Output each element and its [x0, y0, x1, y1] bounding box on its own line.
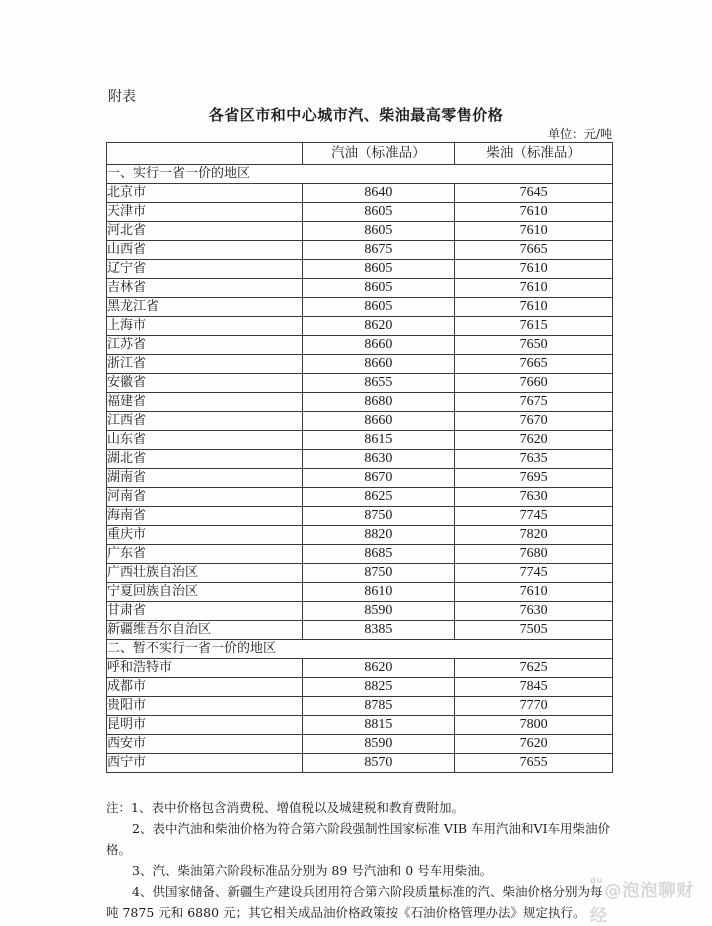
region-cell: 新疆维吾尔自治区 — [107, 621, 303, 640]
region-cell: 海南省 — [107, 507, 303, 526]
region-cell: 辽宁省 — [107, 260, 303, 279]
table-row — [107, 336, 613, 355]
region-cell: 广西壮族自治区 — [107, 564, 303, 583]
gasoline-price-cell: 8630 — [302, 450, 455, 469]
gasoline-price-cell: 8625 — [302, 488, 455, 507]
header-region — [107, 143, 303, 165]
diesel-price-cell: 7770 — [455, 697, 613, 716]
gasoline-price-cell: 8815 — [302, 716, 455, 735]
gasoline-price-cell: 8825 — [302, 678, 455, 697]
region-cell: 湖南省 — [107, 469, 303, 488]
region-cell: 上海市 — [107, 317, 303, 336]
region-cell: 湖北省 — [107, 450, 303, 469]
gasoline-price-cell: 8685 — [302, 545, 455, 564]
table-row — [107, 393, 613, 412]
diesel-price-cell: 7800 — [455, 716, 613, 735]
region-cell: 福建省 — [107, 393, 303, 412]
gasoline-price-cell: 8750 — [302, 564, 455, 583]
diesel-price-cell: 7645 — [455, 184, 613, 203]
diesel-price-cell: 7670 — [455, 412, 613, 431]
table-row — [107, 412, 613, 431]
table-row — [107, 583, 613, 602]
table-row — [107, 203, 613, 222]
section-row — [107, 165, 613, 184]
gasoline-price-cell: 8750 — [302, 507, 455, 526]
gasoline-price-cell: 8615 — [302, 431, 455, 450]
header-diesel: 柴油（标准品） — [455, 143, 613, 165]
gasoline-price-cell: 8570 — [302, 754, 455, 773]
table-row — [107, 735, 613, 754]
diesel-price-cell: 7745 — [455, 507, 613, 526]
diesel-price-cell: 7505 — [455, 621, 613, 640]
region-cell: 天津市 — [107, 203, 303, 222]
watermark — [590, 876, 712, 926]
diesel-price-cell: 7610 — [455, 222, 613, 241]
diesel-price-cell: 7610 — [455, 583, 613, 602]
diesel-price-cell: 7675 — [455, 393, 613, 412]
table-row — [107, 659, 613, 678]
table-row — [107, 222, 613, 241]
gasoline-price-cell: 8590 — [302, 602, 455, 621]
region-cell: 江苏省 — [107, 336, 303, 355]
gasoline-price-cell: 8610 — [302, 583, 455, 602]
region-cell: 重庆市 — [107, 526, 303, 545]
region-cell: 安徽省 — [107, 374, 303, 393]
diesel-price-cell: 7620 — [455, 431, 613, 450]
diesel-price-cell: 7610 — [455, 260, 613, 279]
region-cell: 黑龙江省 — [107, 298, 303, 317]
diesel-price-cell: 7635 — [455, 450, 613, 469]
table-row — [107, 298, 613, 317]
region-cell: 宁夏回族自治区 — [107, 583, 303, 602]
note-4: 4、供国家储备、新疆生产建设兵团用符合第六阶段质量标准的汽、柴油价格分别为每 — [132, 884, 603, 899]
gasoline-price-cell: 8820 — [302, 526, 455, 545]
note-3: 3、汽、柴油第六阶段标准品分别为 89 号汽油和 0 号车用柴油。 — [132, 863, 493, 878]
note-1: 注：1、表中价格包含消费税、增值税以及城建税和教育费附加。 — [106, 800, 464, 815]
gasoline-price-cell: 8660 — [302, 412, 455, 431]
diesel-price-cell: 7680 — [455, 545, 613, 564]
header-gasoline: 汽油（标准品） — [302, 143, 455, 165]
region-cell: 呼和浩特市 — [107, 659, 303, 678]
region-cell: 吉林省 — [107, 279, 303, 298]
table-row — [107, 431, 613, 450]
diesel-price-cell: 7695 — [455, 469, 613, 488]
gasoline-price-cell: 8680 — [302, 393, 455, 412]
region-cell: 山西省 — [107, 241, 303, 260]
gasoline-price-cell: 8660 — [302, 336, 455, 355]
notes — [106, 797, 626, 923]
gasoline-price-cell: 8670 — [302, 469, 455, 488]
section-label: 一、实行一省一价的地区 — [107, 165, 613, 184]
table-row — [107, 621, 613, 640]
table-row — [107, 260, 613, 279]
gasoline-price-cell: 8620 — [302, 317, 455, 336]
gasoline-price-cell: 8385 — [302, 621, 455, 640]
table-row — [107, 488, 613, 507]
region-cell: 贵阳市 — [107, 697, 303, 716]
gasoline-price-cell: 8785 — [302, 697, 455, 716]
unit-label: 单位：元/吨 — [547, 127, 612, 141]
table-row — [107, 526, 613, 545]
gasoline-price-cell: 8605 — [302, 222, 455, 241]
table-row — [107, 716, 613, 735]
table-row — [107, 355, 613, 374]
diesel-price-cell: 7620 — [455, 735, 613, 754]
table-body — [107, 165, 613, 773]
table-row — [107, 317, 613, 336]
table-row — [107, 507, 613, 526]
gasoline-price-cell: 8605 — [302, 203, 455, 222]
region-cell: 浙江省 — [107, 355, 303, 374]
gasoline-price-cell: 8590 — [302, 735, 455, 754]
table-row — [107, 469, 613, 488]
diesel-price-cell: 7845 — [455, 678, 613, 697]
region-cell: 山东省 — [107, 431, 303, 450]
gasoline-price-cell: 8605 — [302, 260, 455, 279]
region-cell: 江西省 — [107, 412, 303, 431]
region-cell: 甘肃省 — [107, 602, 303, 621]
table-row — [107, 564, 613, 583]
gasoline-price-cell: 8640 — [302, 184, 455, 203]
region-cell: 北京市 — [107, 184, 303, 203]
table-row — [107, 241, 613, 260]
region-cell: 西宁市 — [107, 754, 303, 773]
gasoline-price-cell: 8605 — [302, 298, 455, 317]
region-cell: 广东省 — [107, 545, 303, 564]
document-title: 各省区市和中心城市汽、柴油最高零售价格 — [208, 106, 504, 124]
region-cell: 西安市 — [107, 735, 303, 754]
region-cell: 昆明市 — [107, 716, 303, 735]
gasoline-price-cell: 8675 — [302, 241, 455, 260]
diesel-price-cell: 7660 — [455, 374, 613, 393]
diesel-price-cell: 7665 — [455, 241, 613, 260]
diesel-price-cell: 7630 — [455, 488, 613, 507]
region-cell: 成都市 — [107, 678, 303, 697]
diesel-price-cell: 7630 — [455, 602, 613, 621]
table-row — [107, 602, 613, 621]
gasoline-price-cell: 8655 — [302, 374, 455, 393]
note-2-cont: 格。 — [106, 842, 132, 857]
gasoline-price-cell: 8620 — [302, 659, 455, 678]
price-table — [106, 142, 613, 773]
region-cell: 河南省 — [107, 488, 303, 507]
table-row — [107, 754, 613, 773]
section-row — [107, 640, 613, 659]
table-row — [107, 450, 613, 469]
note-2: 2、表中汽油和柴油价格为符合第六阶段强制性国家标准 VIB 车用汽油和VI车用柴油价 — [132, 821, 611, 836]
table-row — [107, 678, 613, 697]
table-row — [107, 279, 613, 298]
diesel-price-cell: 7610 — [455, 279, 613, 298]
diesel-price-cell: 7610 — [455, 298, 613, 317]
diesel-price-cell: 7655 — [455, 754, 613, 773]
table-row — [107, 184, 613, 203]
diesel-price-cell: 7745 — [455, 564, 613, 583]
gasoline-price-cell: 8605 — [302, 279, 455, 298]
diesel-price-cell: 7625 — [455, 659, 613, 678]
diesel-price-cell: 7610 — [455, 203, 613, 222]
diesel-price-cell: 7665 — [455, 355, 613, 374]
appendix-label: 附表 — [108, 89, 136, 105]
table-header-row — [107, 143, 613, 165]
note-4-cont: 吨 7875 元和 6880 元；其它相关成品油价格政策按《石油价格管理办法》规定执行。 — [106, 905, 586, 920]
table-row — [107, 697, 613, 716]
watermark-logo-icon: du — [590, 876, 604, 885]
region-cell: 河北省 — [107, 222, 303, 241]
diesel-price-cell: 7650 — [455, 336, 613, 355]
diesel-price-cell: 7615 — [455, 317, 613, 336]
table-row — [107, 545, 613, 564]
section-label: 二、暂不实行一省一价的地区 — [107, 640, 613, 659]
gasoline-price-cell: 8660 — [302, 355, 455, 374]
diesel-price-cell: 7820 — [455, 526, 613, 545]
watermark-text: @泡泡聊财经 — [590, 881, 695, 926]
table-row — [107, 374, 613, 393]
